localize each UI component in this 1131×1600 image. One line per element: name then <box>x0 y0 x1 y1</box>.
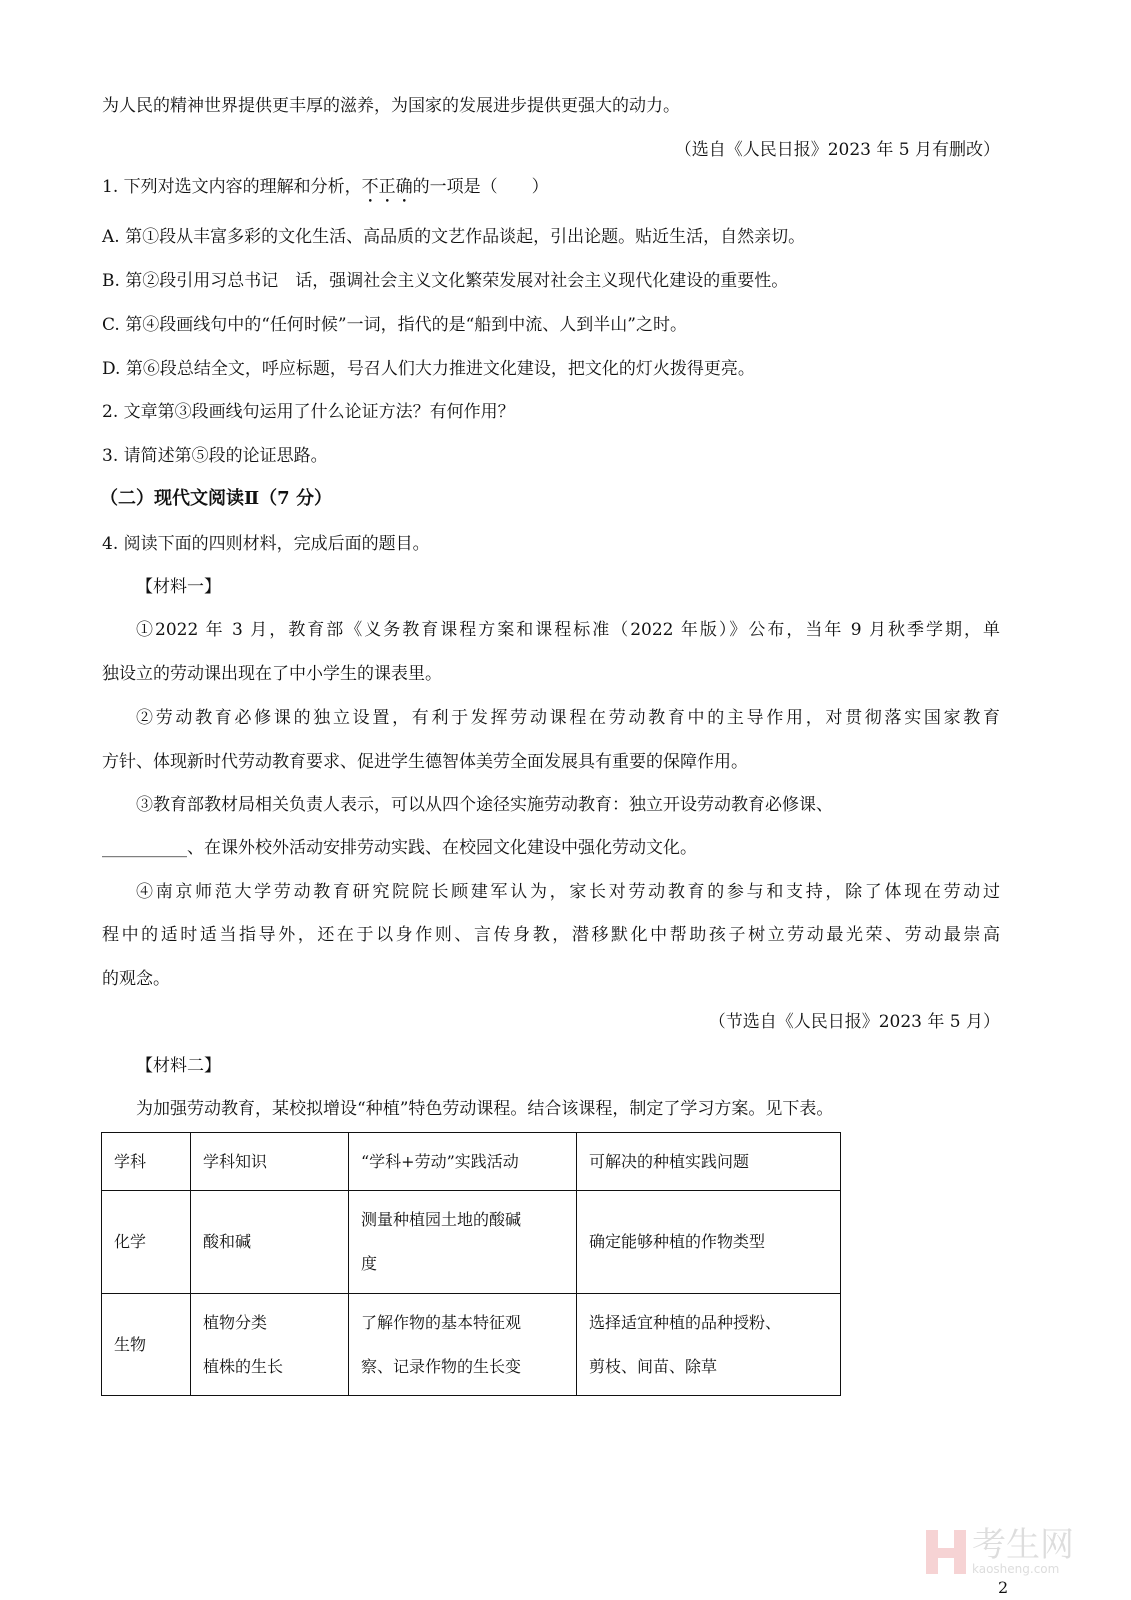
paragraph-line: 独设立的劳动课出现在了中小学生的课表里。 <box>102 664 442 684</box>
source-citation: （选自《人民日报》2023 年 5 月有删改） <box>674 140 1000 160</box>
cell-line: 选择适宜种植的品种授粉、 <box>589 1312 782 1332</box>
header-cell: 学科 <box>102 1133 191 1191</box>
paragraph-line-blank: __________、在课外校外活动安排劳动实践、在校园文化建设中强化劳动文化。 <box>102 838 697 858</box>
option-c: C. 第④段画线句中的“任何时候”一词，指代的是“船到中流、人到半山”之时。 <box>102 315 687 335</box>
watermark-cn: 考生网 <box>972 1525 1074 1565</box>
material-2-label: 【材料二】 <box>136 1056 221 1076</box>
cell-line: 测量种植园土地的酸碱 <box>361 1210 522 1229</box>
header-cell: 学科知识 <box>191 1133 349 1191</box>
option-d: D. 第⑥段总结全文，呼应标题，号召人们大力推进文化建设，把文化的灯火拨得更亮。 <box>102 359 755 379</box>
cell-line: 植株的生长 <box>203 1356 284 1376</box>
table-cell <box>349 1294 577 1396</box>
course-plan-table <box>101 1132 841 1396</box>
paragraph-line: ①2022 年 3 月，教育部《义务教育课程方案和课程标准（2022 年版）》公布，当年 9 月秋季学期，单 <box>136 620 1000 640</box>
source-citation: （节选自《人民日报》2023 年 5 月） <box>708 1012 1000 1032</box>
table-cell <box>577 1294 841 1396</box>
q1-text: 1. 下列对选文内容的理解和分析， <box>102 177 362 197</box>
question-1 <box>102 175 549 207</box>
cell-line: 植物分类 <box>203 1312 268 1332</box>
paragraph-line: ②劳动教育必修课的独立设置，有利于发挥劳动课程在劳动教育中的主导作用，对贯彻落实国家教育 <box>136 708 1000 728</box>
question-2: 2. 文章第③段画线句运用了什么论证方法？有何作用？ <box>102 402 515 422</box>
paragraph-line: 方针、体现新时代劳动教育要求、促进学生德智体美劳全面发展具有重要的保障作用。 <box>102 752 748 772</box>
table-row <box>102 1294 841 1396</box>
table-cell <box>349 1191 577 1294</box>
cell-line: 了解作物的基本特征观 <box>361 1312 522 1332</box>
paragraph-line: 的观念。 <box>102 969 170 989</box>
header-cell: 可解决的种植实践问题 <box>577 1133 841 1191</box>
table-row <box>102 1191 841 1294</box>
paragraph-line: ③教育部教材局相关负责人表示，可以从四个途径实施劳动教育：独立开设劳动教育必修课、 <box>136 795 833 815</box>
table-cell: 化学 <box>102 1191 191 1294</box>
page-number: 2 <box>998 1578 1009 1597</box>
question-4: 4. 阅读下面的四则材料，完成后面的题目。 <box>102 534 430 554</box>
watermark-logo-icon <box>926 1530 966 1574</box>
paragraph-line: ④南京师范大学劳动教育研究院院长顾建军认为，家长对劳动教育的参与和支持，除了体现在劳动过 <box>136 882 1000 902</box>
paragraph-line: 程中的适时适当指导外，还在于以身作则、言传身教，潜移默化中帮助孩子树立劳动最光荣、劳动最崇高 <box>102 925 1000 945</box>
table-header-row <box>102 1133 841 1191</box>
table-cell <box>191 1294 349 1396</box>
material-1-label: 【材料一】 <box>136 577 221 597</box>
q1-text-end: 的一项是（ ） <box>412 177 549 197</box>
option-b: B. 第②段引用习总书记 话，强调社会主义文化繁荣发展对社会主义现代化建设的重要性。 <box>102 271 789 291</box>
watermark-logo <box>926 1525 1074 1576</box>
paragraph-line: 为人民的精神世界提供更丰厚的滋养，为国家的发展进步提供更强大的动力。 <box>102 96 680 116</box>
table-cell: 生物 <box>102 1294 191 1396</box>
cell-line: 察、记录作物的生长变 <box>361 1356 522 1376</box>
question-3: 3. 请简述第⑤段的论证思路。 <box>102 446 328 466</box>
cell-line: 度 <box>361 1254 378 1273</box>
watermark-en: kaosheng.com <box>972 1562 1060 1576</box>
q1-emphasis: 不正确 <box>361 177 413 197</box>
cell-line: 剪枝、间苗、除草 <box>589 1356 718 1376</box>
table-cell: 酸和碱 <box>191 1191 349 1294</box>
option-a: A. 第①段从丰富多彩的文化生活、高品质的文艺作品谈起，引出论题。贴近生活，自然亲切。 <box>102 227 806 247</box>
paragraph-line: 为加强劳动教育，某校拟增设“种植”特色劳动课程。结合该课程，制定了学习方案。见下表。 <box>136 1099 834 1119</box>
section-heading: （二）现代文阅读Ⅱ（7 分） <box>100 488 332 509</box>
header-cell: “学科+劳动”实践活动 <box>349 1133 577 1191</box>
table-cell: 确定能够种植的作物类型 <box>577 1191 841 1294</box>
